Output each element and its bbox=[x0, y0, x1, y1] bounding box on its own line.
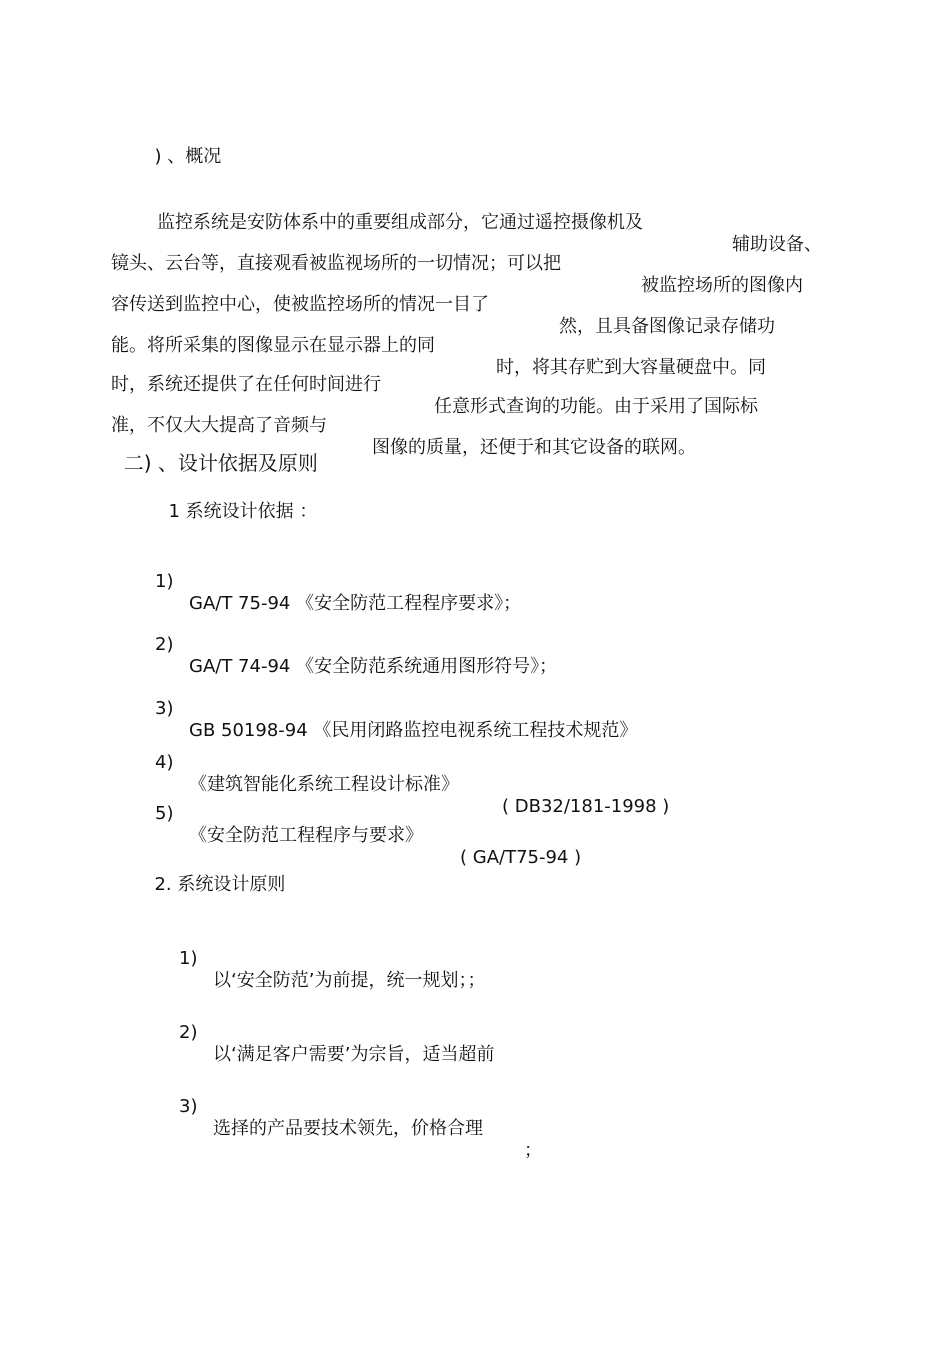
list-item-number: 2) bbox=[179, 1022, 198, 1043]
list-item-text: 《安全防范工程程序与要求》 bbox=[189, 825, 423, 846]
list-item-number: 1) bbox=[155, 571, 174, 592]
list-item-text: 《建筑智能化系统工程设计标准》 bbox=[189, 774, 459, 795]
list-item-number: 1) bbox=[179, 948, 198, 969]
paragraph-line-part-b: 任意形式查询的功能。由于采用了国际标 bbox=[434, 396, 758, 417]
design-principles-title-text: 2. 系统设计原则 bbox=[154, 874, 286, 895]
paragraph-line-part-b: 然，且具备图像记录存储功 bbox=[559, 316, 775, 337]
list-item-text: GB 50198-94 《民用闭路监控电视系统工程技术规范》 bbox=[189, 720, 638, 741]
design-basis-title bbox=[157, 479, 317, 523]
list-item-standard-code: ( GA/T75-94 ) bbox=[460, 847, 582, 868]
list-item-standard-code: ( DB32/181-1998 ) bbox=[502, 796, 670, 817]
section-1-heading-text: ) 、概况 bbox=[154, 146, 222, 167]
paragraph-line-part-b: 辅助设备、 bbox=[732, 234, 822, 255]
paragraph-line-part-b: 被监控场所的图像内 bbox=[641, 275, 803, 296]
list-item-text: GA/T 74-94 《安全防范系统通用图形符号》； bbox=[189, 656, 558, 677]
paragraph-line-part-b: 图像的质量，还便于和其它设备的联网。 bbox=[372, 437, 696, 458]
list-item-text: 以‘满足客户需要’为宗旨，适当超前 bbox=[213, 1044, 495, 1065]
list-item-trailing-punctuation: ； bbox=[524, 1140, 542, 1161]
list-item-number: 4) bbox=[155, 752, 174, 773]
list-item-number: 3) bbox=[179, 1096, 198, 1117]
section-1-heading bbox=[143, 124, 221, 168]
list-item-number: 2) bbox=[155, 634, 174, 655]
design-basis-title-text: 1 系统设计依据 ： bbox=[168, 501, 318, 522]
paragraph-line-part-a: 准，不仅大大提高了音频与 bbox=[111, 415, 327, 436]
list-item-number: 3) bbox=[155, 698, 174, 719]
paragraph-line-part-b: 时，将其存贮到大容量硬盘中。同 bbox=[496, 357, 766, 378]
list-item-text: 选择的产品要技术领先，价格合理 bbox=[213, 1118, 483, 1139]
design-principles-title bbox=[143, 852, 285, 896]
list-item-text: GA/T 75-94 《安全防范工程程序要求》； bbox=[189, 593, 522, 614]
paragraph-line-part-a: 镜头、云台等，直接观看被监视场所的一切情况；可以把 bbox=[111, 253, 561, 274]
section-2-heading bbox=[111, 430, 318, 474]
paragraph-line-part-a: 时，系统还提供了在任何时间进行 bbox=[111, 374, 381, 395]
paragraph-line-part-a: 容传送到监控中心，使被监控场所的情况一目了 bbox=[111, 294, 489, 315]
paragraph-line-part-a: 监控系统是安防体系中的重要组成部分，它通过遥控摄像机及 bbox=[157, 212, 643, 233]
list-item-text: 以‘安全防范’为前提，统一规划；； bbox=[213, 970, 486, 991]
list-item bbox=[179, 1074, 859, 1184]
paragraph-line-part-a: 能。将所采集的图像显示在显示器上的同 bbox=[111, 335, 435, 356]
section-2-heading-text: 二) 、设计依据及原则 bbox=[123, 451, 318, 475]
list-item-number: 5) bbox=[155, 803, 174, 824]
